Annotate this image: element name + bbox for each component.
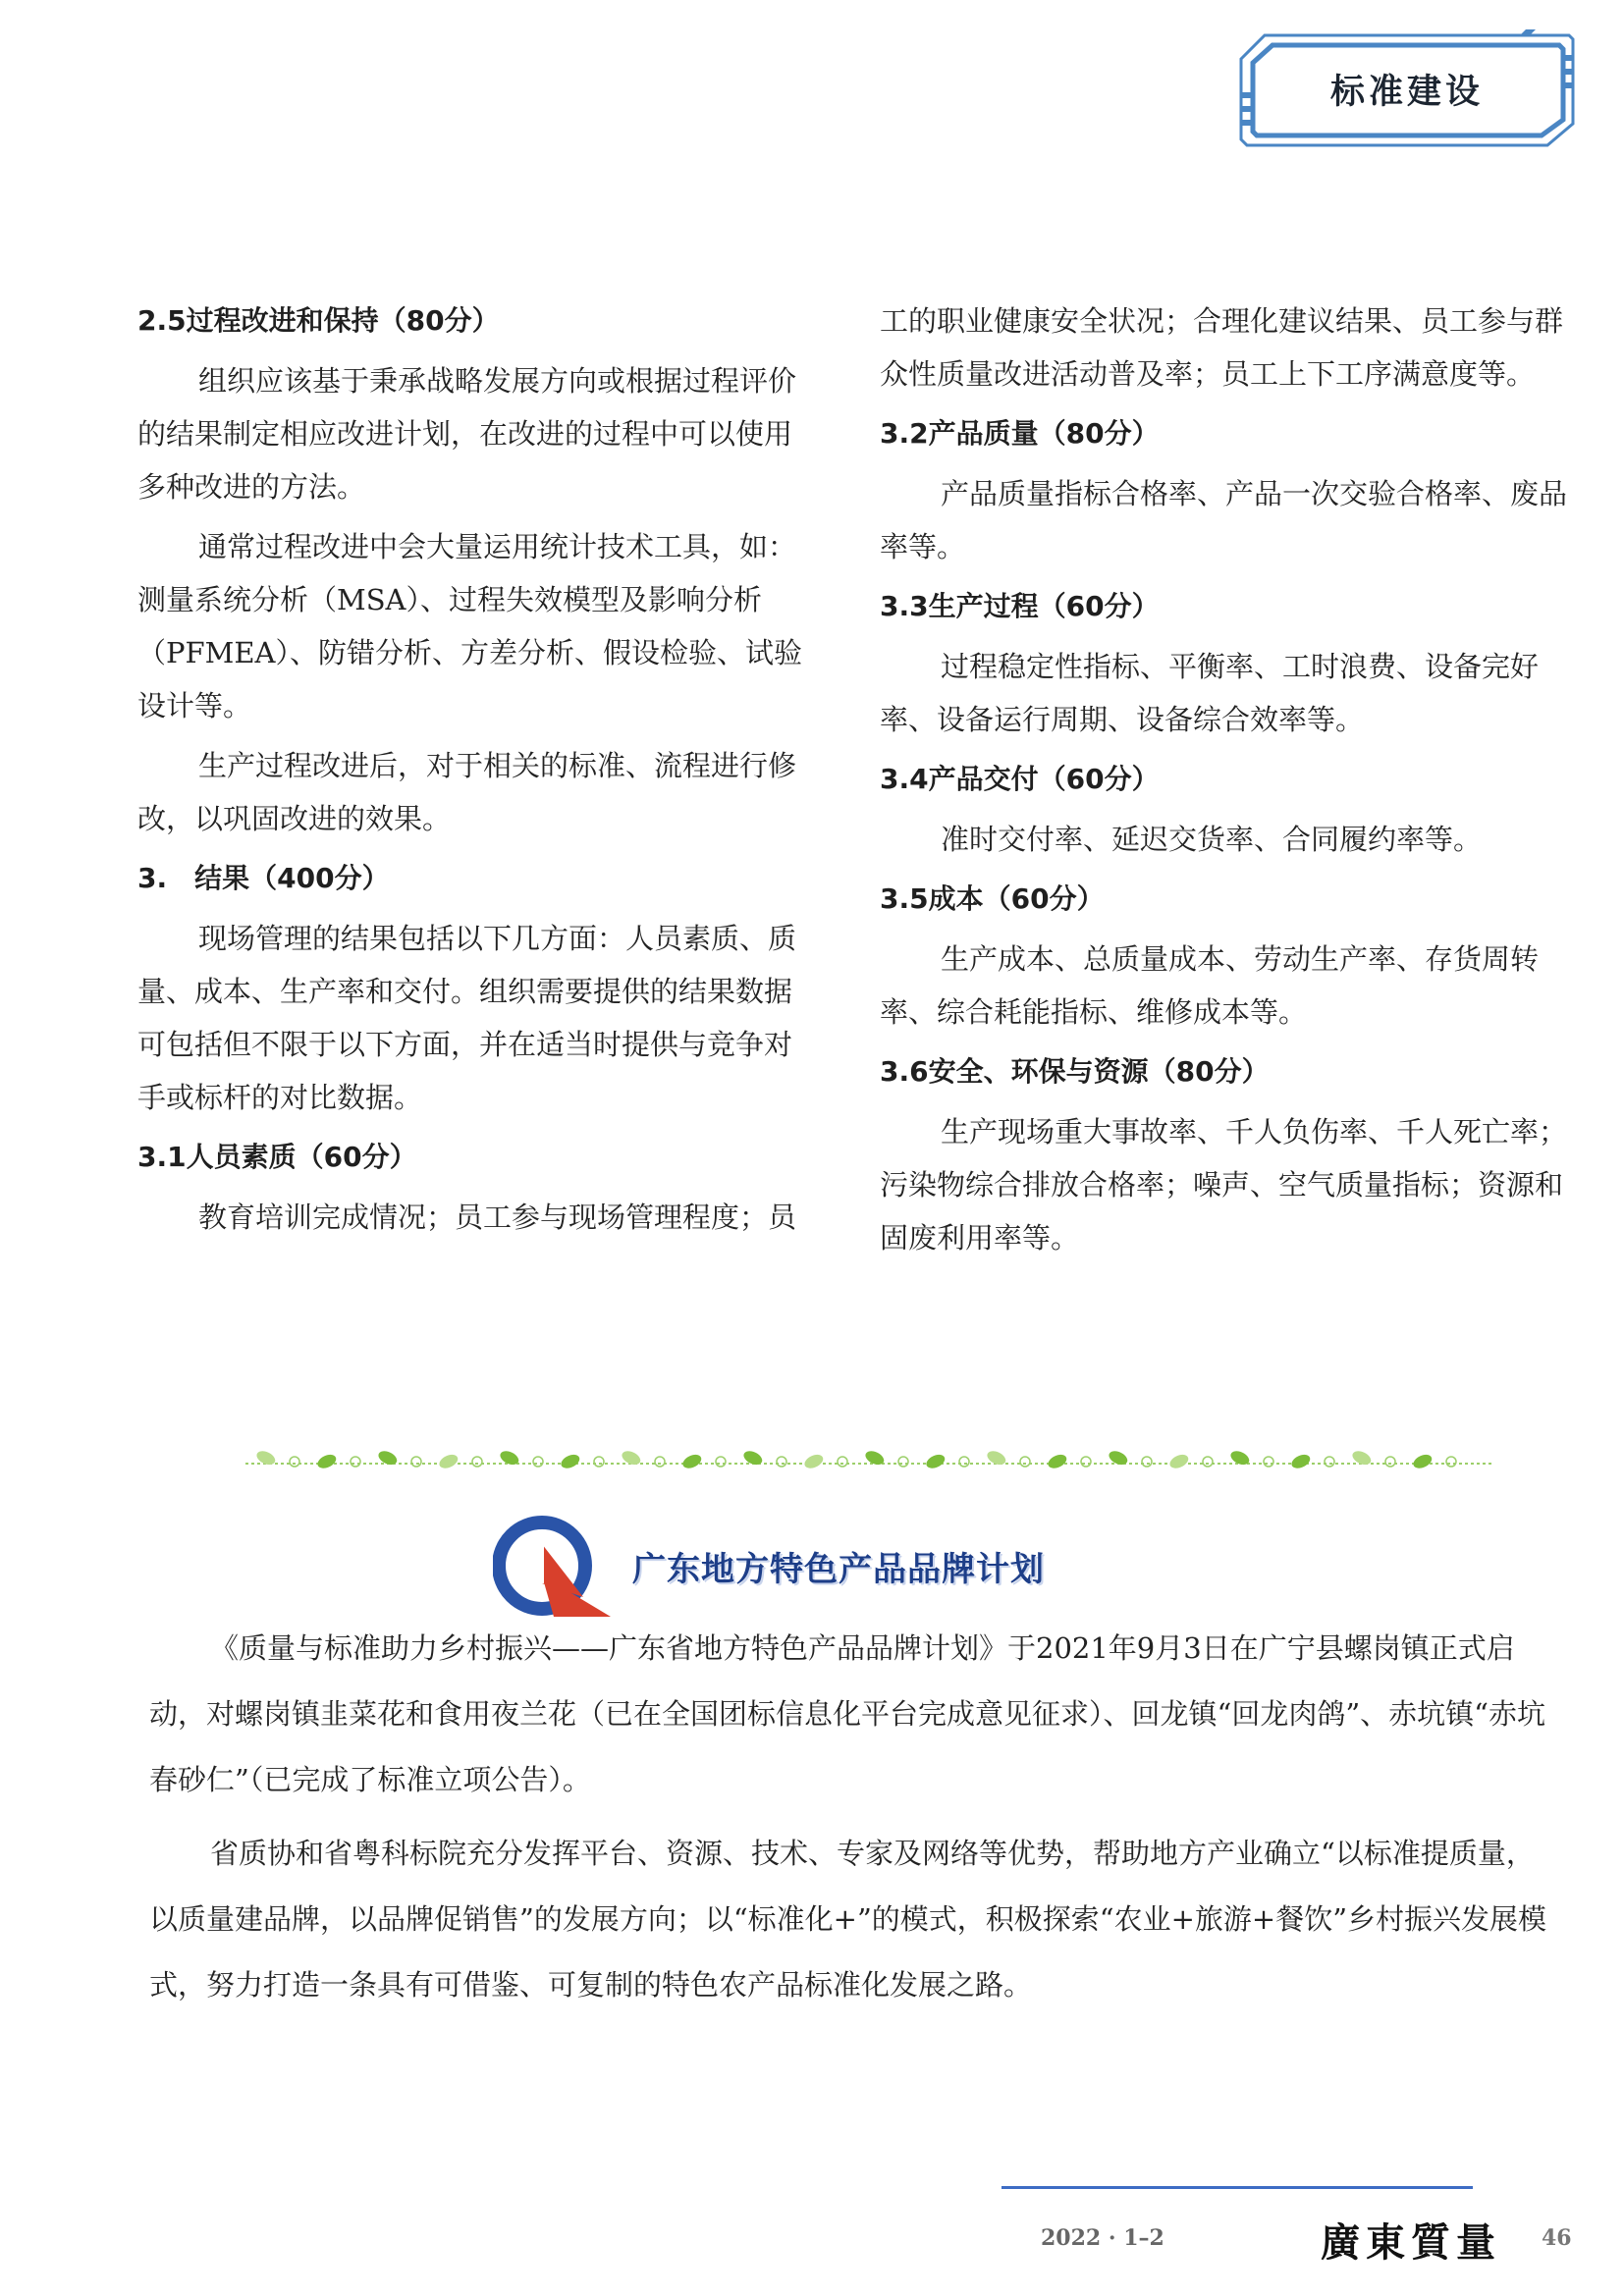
article-paragraph: 省质协和省粤科标院充分发挥平台、资源、技术、专家及网络等优势，帮助地方产业确立“以标准提质量，以质量建品牌，以品牌促销售”的发展方向；以“标准化+”的模式，积极探索“农业+旅游+餐饮”乡村振兴发展模式，努力打造一条具有可借鉴、可复制的特色农产品标准化发展之路。: [149, 1837, 1547, 2002]
issue-date: 2022 · 1–2: [1041, 2225, 1164, 2251]
article-paragraph: 《质量与标准助力乡村振兴——广东省地方特色产品品牌计划》于2021年9月3日在广宁县螺岗镇正式启动，对螺岗镇韭菜花和食用夜兰花（已在全国团标信息化平台完成意见征求）、回龙镇“回龙肉鸽”、赤坑镇“赤坑春砂仁”（已完成了标准立项公告）。: [149, 1631, 1545, 1796]
quality-logo-icon: [493, 1515, 613, 1619]
left-column: [137, 294, 805, 1244]
paragraph: 组织应该基于秉承战略发展方向或根据过程评价的结果制定相应改进计划，在改进的过程中可以使用多种改进的方法。: [137, 364, 797, 504]
paragraph: 通常过程改进中会大量运用统计技术工具，如：测量系统分析（MSA）、过程失效模型及影响分析（PFMEA）、防错分析、方差分析、假设检验、试验设计等。: [137, 530, 802, 722]
heading-3-2: 3.2产品质量（80分）: [880, 417, 1160, 450]
footer-rule: [1001, 2186, 1473, 2189]
paragraph: 准时交付率、延迟交货率、合同履约率等。: [941, 823, 1483, 856]
section-article: [149, 1616, 1555, 2018]
heading-3-3: 3.3生产过程（60分）: [880, 590, 1160, 622]
swirl-icon: [411, 1457, 421, 1467]
leaf-icon: [1167, 1452, 1190, 1470]
swirl-icon: [1325, 1457, 1334, 1467]
heading-3: 3. 结果（400分）: [137, 862, 390, 894]
paragraph: 过程稳定性指标、平衡率、工时浪费、设备完好率、设备运行周期、设备综合效率等。: [880, 650, 1540, 736]
swirl-icon: [594, 1457, 604, 1467]
leaf-icon: [1046, 1452, 1068, 1470]
swirl-icon: [1081, 1457, 1091, 1467]
leaf-icon: [802, 1452, 825, 1470]
swirl-icon: [1446, 1457, 1456, 1467]
swirl-icon: [959, 1457, 969, 1467]
swirl-icon: [655, 1457, 665, 1467]
paragraph: 教育培训完成情况；员工参与现场管理程度；员: [198, 1201, 797, 1234]
leaf-icon: [559, 1452, 581, 1470]
swirl-icon: [1142, 1457, 1152, 1467]
right-column: [880, 294, 1567, 1264]
leaf-icon: [680, 1452, 703, 1470]
swirl-icon: [533, 1457, 543, 1467]
paragraph: 产品质量指标合格率、产品一次交验合格率、废品率等。: [880, 477, 1568, 563]
swirl-icon: [716, 1457, 726, 1467]
leaf-divider: [245, 1438, 1492, 1477]
heading-3-4: 3.4产品交付（60分）: [880, 763, 1160, 795]
swirl-icon: [898, 1457, 908, 1467]
leaf-icon: [437, 1452, 460, 1470]
heading-3-5: 3.5成本（60分）: [880, 882, 1105, 915]
swirl-icon: [777, 1457, 786, 1467]
section-title: 广东地方特色产品品牌计划: [632, 1550, 1045, 1589]
swirl-icon: [351, 1457, 360, 1467]
paragraph: 生产过程改进后，对于相关的标准、流程进行修改，以巩固改进的效果。: [137, 749, 797, 835]
leaf-icon: [1411, 1452, 1434, 1470]
leaf-icon: [924, 1452, 947, 1470]
leaf-icon: [1289, 1452, 1312, 1470]
page-number: 46: [1542, 2225, 1572, 2251]
paragraph: 现场管理的结果包括以下几方面：人员素质、质量、成本、生产率和交付。组织需要提供的结果数据可包括但不限于以下方面，并在适当时提供与竞争对手或标杆的对比数据。: [137, 922, 797, 1114]
heading-2-5: 2.5过程改进和保持（80分）: [137, 304, 500, 337]
paragraph: 生产现场重大事故率、千人负伤率、千人死亡率；污染物综合排放合格率；噪声、空气质量指标；资源和固废利用率等。: [880, 1115, 1568, 1255]
swirl-icon: [1264, 1457, 1273, 1467]
swirl-icon: [1203, 1457, 1213, 1467]
swirl-icon: [1385, 1457, 1395, 1467]
swirl-icon: [1020, 1457, 1030, 1467]
section-badge: [1235, 29, 1579, 149]
swirl-icon: [838, 1457, 847, 1467]
swirl-icon: [472, 1457, 482, 1467]
section-header: [493, 1515, 1180, 1623]
paragraph-continued: 工的职业健康安全状况；合理化建议结果、员工参与群众性质量改进活动普及率；员工上下工序满意度等。: [880, 304, 1564, 391]
heading-3-6: 3.6安全、环保与资源（80分）: [880, 1055, 1270, 1088]
magazine-name: 廣東質量: [1321, 2219, 1501, 2266]
heading-3-1: 3.1人员素质（60分）: [137, 1141, 417, 1173]
leaf-icon: [315, 1452, 338, 1470]
badge-title: 标准建设: [1329, 73, 1484, 112]
swirl-icon: [290, 1457, 299, 1467]
paragraph: 生产成本、总质量成本、劳动生产率、存货周转率、综合耗能指标、维修成本等。: [880, 942, 1540, 1029]
